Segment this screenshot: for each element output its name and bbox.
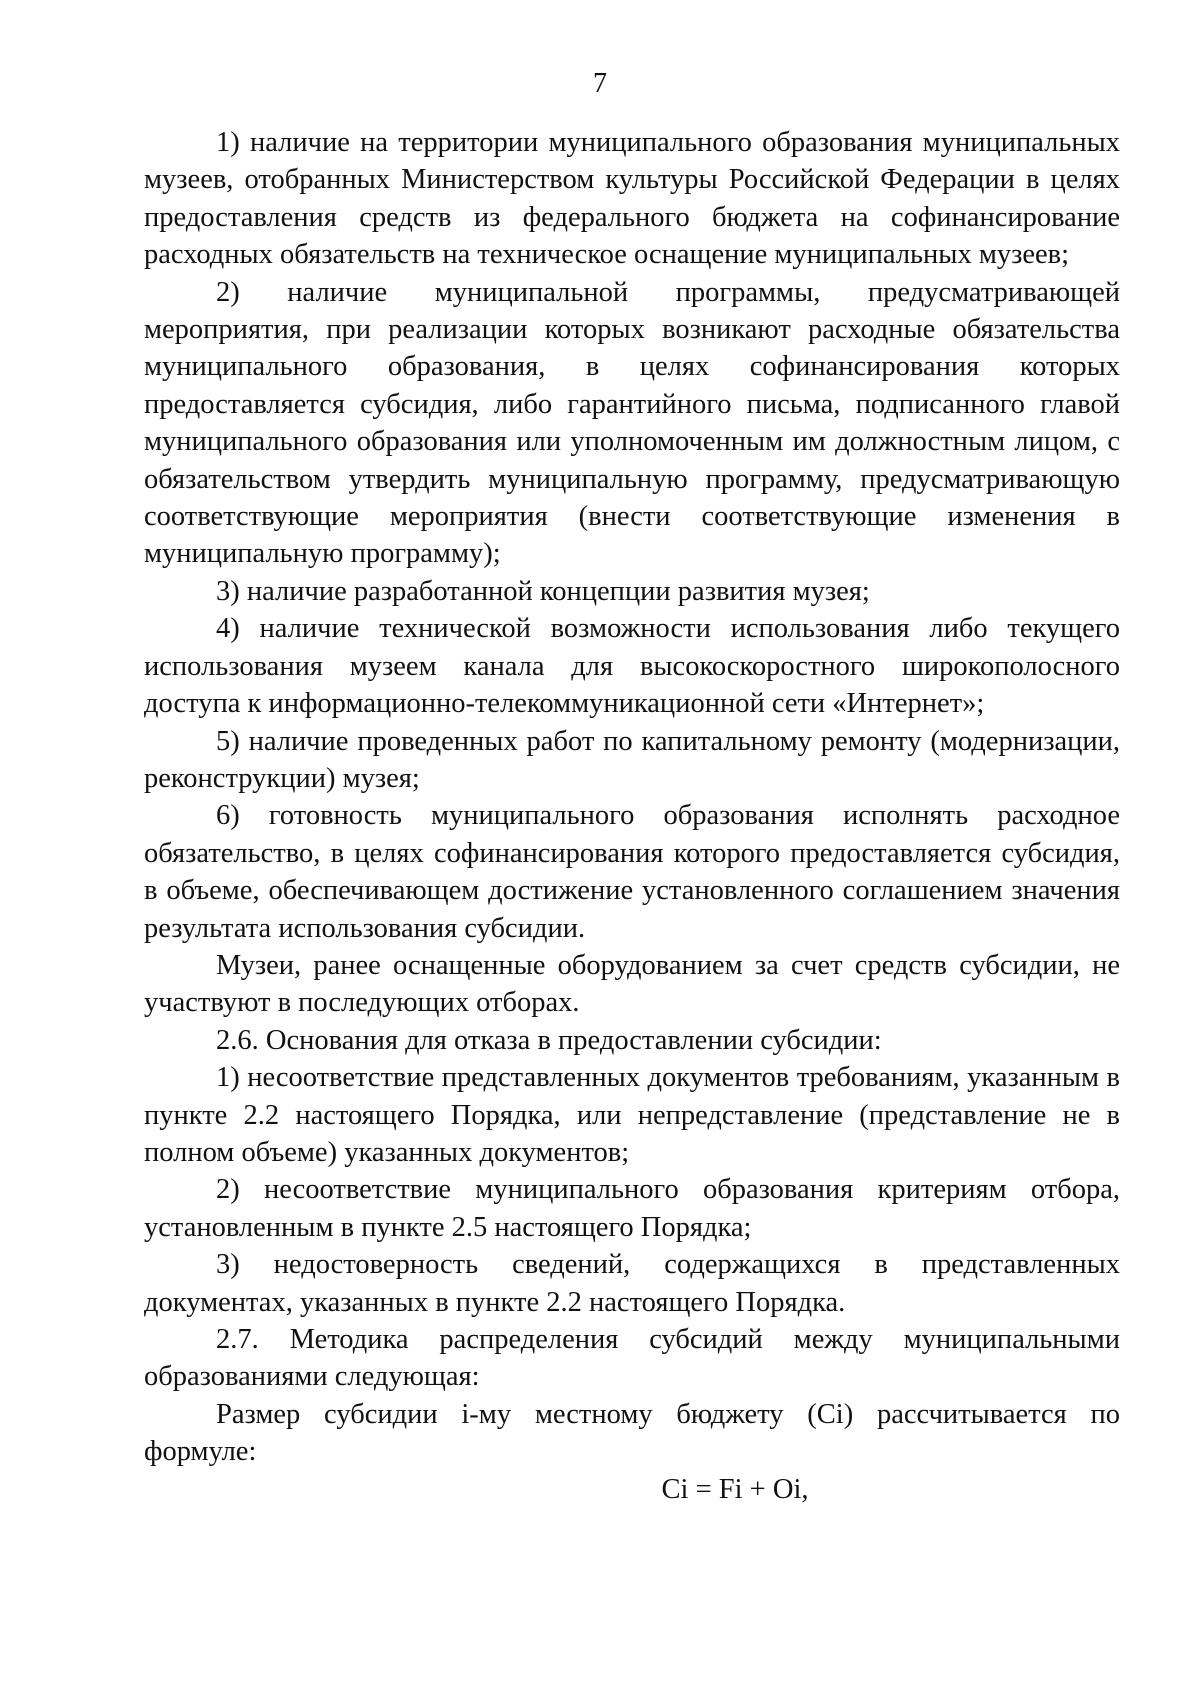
museums-note-paragraph: Музеи, ранее оснащенные оборудованием за счет средств субсидии, не участвуют в последующих отборах. — [144, 949, 1120, 1019]
refusal-ground-2-paragraph: 2) несоответствие муниципального образования критериям отбора, установленным в пункте 2.5 настоящего Порядка; — [144, 1174, 1120, 1243]
subsidy-size-paragraph: Размер субсидии i-му местному бюджету (Ci) рассчитывается по формуле: — [144, 1398, 1120, 1468]
criterion-1-paragraph: 1) наличие на территории муниципального образования муниципальных музеев, отобранных Министерством культуры Российской Федерации в целях предоставления средств из федерального бюджета на софинансирование расходных обязательств на техническое оснащение муниципальных музеев; — [144, 127, 1120, 271]
criterion-3-paragraph: 3) наличие разработанной концепции развития музея; — [216, 575, 870, 607]
criterion-4-paragraph: 4) наличие технической возможности использования либо текущего использования музеем канала для высокоскоростного широкополосного доступа к информационно-телекоммуникационной сети «Интернет»; — [144, 613, 1120, 720]
section-2-7-heading: 2.7. Методика распределения субсидий между муниципальными образованиями следующая: — [144, 1324, 1120, 1393]
section-2-6-heading: 2.6. Основания для отказа в предоставлении субсидии: — [216, 1024, 882, 1056]
criterion-6-paragraph: 6) готовность муниципального образования исполнять расходное обязательство, в целях софинансирования которого предоставляется субсидия, в объеме, обеспечивающем достижение установленного соглашением значения результата использования субсидии. — [144, 800, 1120, 944]
criterion-2-paragraph: 2) наличие муниципальной программы, предусматривающей мероприятия, при реализации которых возникают расходные обязательства муниципального образования, в целях софинансирования которых предоставляется субсидия, либо гарантийного письма, подписанного главой муниципального образования или уполномоченным им должностным лицом, с обязательством утвердить муниципальную программу, предусматривающую соответствующие мероприятия (внести соответствующие изменения в муниципальную программу); — [144, 276, 1120, 570]
refusal-ground-3-paragraph: 3) недостоверность сведений, содержащихся в представленных документах, указанных в пункте 2.2 настоящего Порядка. — [144, 1249, 1120, 1318]
refusal-ground-1-paragraph: 1) несоответствие представленных документов требованиям, указанным в пункте 2.2 настоящего Порядка, или непредставление (представление не в полном объеме) указанных документов; — [144, 1062, 1120, 1168]
criterion-5-paragraph: 5) наличие проведенных работ по капитальному ремонту (модернизации, реконструкции) музея; — [144, 725, 1120, 794]
document-body — [144, 124, 1120, 1508]
page-number: 7 — [593, 68, 607, 99]
subsidy-formula: Ci = Fi + Oi, — [661, 1473, 809, 1505]
